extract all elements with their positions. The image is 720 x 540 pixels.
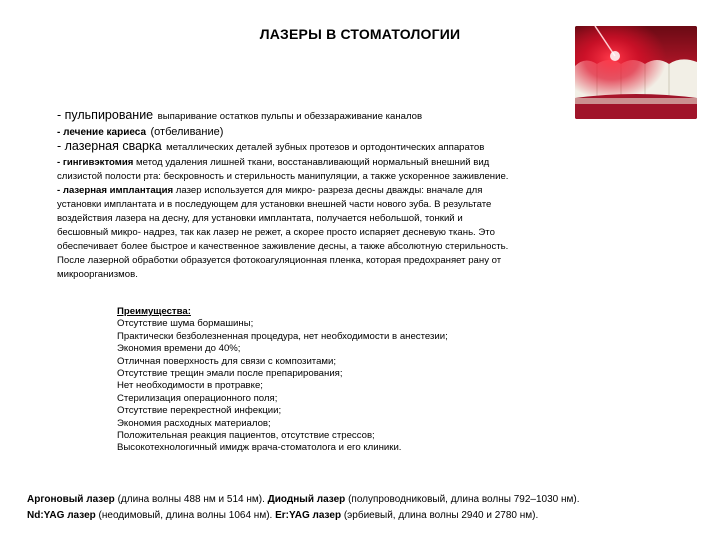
eryag-laser-name: Er:YAG лазер bbox=[275, 510, 342, 521]
advantage-item: Экономия расходных материалов; bbox=[117, 417, 271, 429]
advantage-item: Отсутствие трещин эмали после препарирования; bbox=[117, 368, 343, 380]
teeth-laser-illustration bbox=[575, 26, 697, 119]
diode-laser-desc: (полупроводниковый, длина волны 792–1030 нм). bbox=[348, 494, 580, 505]
ndyag-laser-name: Nd:YAG лазер bbox=[27, 510, 96, 521]
argon-laser-name: Аргоновый лазер bbox=[27, 494, 115, 505]
advantage-item: Отсутствие шума бормашины; bbox=[117, 318, 254, 330]
advantage-item: Отсутствие перекрестной инфекции; bbox=[117, 405, 282, 417]
procedure-implant-term: - лазерная имплантация bbox=[57, 185, 174, 196]
footer-line-1 bbox=[27, 492, 707, 508]
procedure-welding-term: - лазерная сварка bbox=[57, 139, 162, 153]
procedure-implant-text-1: лазер используется для микро- разреза десны дважды: вначале для bbox=[175, 185, 483, 196]
advantage-item: Отличная поверхность для связи с композитами; bbox=[117, 355, 337, 367]
eryag-laser-desc: (эрбиевый, длина волны 2940 и 2780 нм). bbox=[343, 510, 539, 521]
advantages-list bbox=[117, 306, 637, 455]
advantage-item: Экономия времени до 40%; bbox=[117, 343, 241, 355]
procedure-pulp bbox=[57, 108, 422, 124]
diode-laser-name: Диодный лазер bbox=[267, 494, 346, 505]
procedure-pulp-term: - пульпирование bbox=[57, 108, 154, 122]
footer-line-2 bbox=[27, 508, 707, 524]
procedure-caries bbox=[57, 124, 223, 140]
procedure-implant-line-7: микроорганизмов. bbox=[57, 269, 138, 280]
procedure-implant-line-3: воздействия лазера на десну, для установки имплантата, получается небольшой, тонкий и bbox=[57, 213, 463, 224]
procedure-implant-line-2: установки имплантата и в последующем для установки внешней части нового зуба. В результате bbox=[57, 199, 492, 210]
advantage-item: Стерилизация операционного поля; bbox=[117, 392, 278, 404]
procedure-implant-line-5: обеспечивает более быстрое и качественное заживление десны, а также абсолютную стерильность. bbox=[57, 241, 509, 252]
procedure-gingivectomy-text-1: метод удаления лишней ткани, восстанавливающий нормальный внешний вид bbox=[136, 157, 490, 168]
procedure-welding-desc: металлических деталей зубных протезов и ортодонтических аппаратов bbox=[166, 142, 485, 153]
advantage-item: Практически безболезненная процедура, нет необходимости в анестезии; bbox=[117, 330, 448, 342]
page-title: ЛАЗЕРЫ В СТОМАТОЛОГИИ bbox=[259, 26, 461, 42]
procedure-implant-line-4: бесшовный микро- надрез, так как лазер не режет, а скорее просто испаряет десневую ткань. Это bbox=[57, 227, 495, 238]
procedure-caries-term: - лечение кариеса bbox=[57, 127, 147, 138]
procedure-implant-line-6: После лазерной обработки образуется фотокоагуляционная пленка, которая предохраняет рану от bbox=[57, 255, 502, 266]
advantages-heading: Преимущества: bbox=[117, 306, 191, 317]
procedure-welding bbox=[57, 139, 484, 155]
procedure-caries-desc: (отбеливание) bbox=[150, 126, 224, 138]
procedure-gingivectomy-line-1 bbox=[57, 156, 489, 170]
teeth-laser-photo bbox=[575, 26, 697, 119]
advantage-item: Нет необходимости в протравке; bbox=[117, 380, 263, 392]
procedure-gingivectomy-line-2: слизистой полости рта: бескровность и стерильность манипуляции, а также ускоренное заживление. bbox=[57, 171, 509, 182]
ndyag-laser-desc: (неодимовый, длина волны 1064 нм). bbox=[98, 510, 273, 521]
laser-types-footer bbox=[27, 492, 707, 524]
advantage-item: Высокотехнологичный имидж врача-стоматолога и его клиники. bbox=[117, 442, 402, 454]
argon-laser-desc: (длина волны 488 нм и 514 нм). bbox=[117, 494, 265, 505]
advantage-item: Положительная реакция пациентов, отсутствие стрессов; bbox=[117, 430, 375, 442]
procedure-pulp-desc: выпаривание остатков пульпы и обеззараживание каналов bbox=[157, 111, 423, 122]
procedure-implant-line-1 bbox=[57, 184, 482, 198]
procedure-gingivectomy-term: - гингивэктомия bbox=[57, 157, 134, 168]
